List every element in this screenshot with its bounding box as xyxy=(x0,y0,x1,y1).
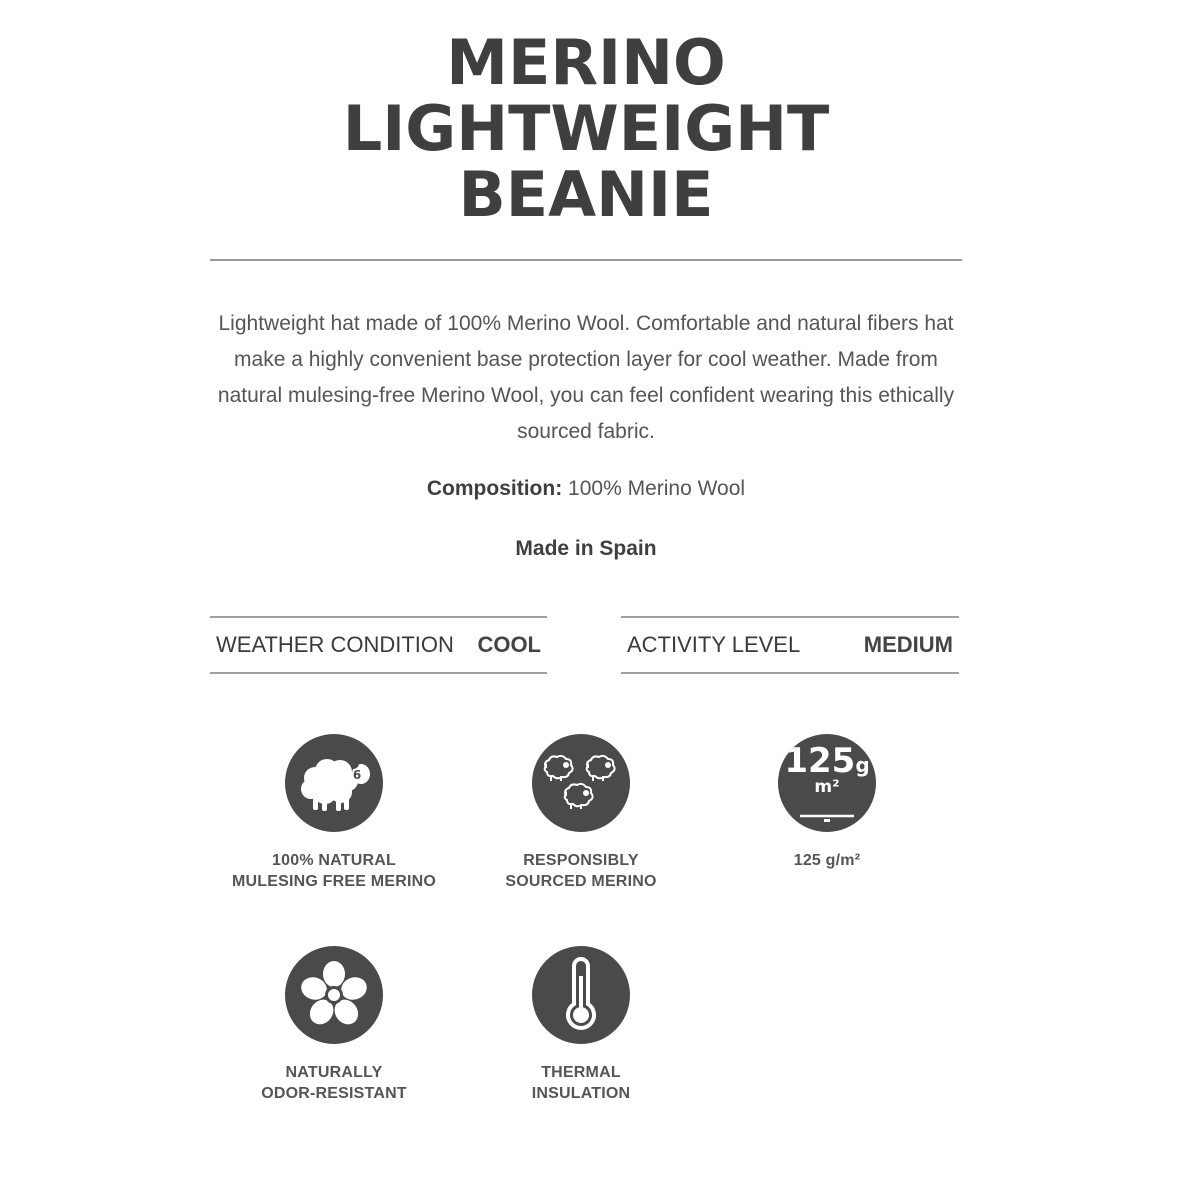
feature-responsibly-sourced xyxy=(451,734,711,892)
activity-level-value: MEDIUM xyxy=(863,632,953,657)
product-description: Lightweight hat made of 100% Merino Wool. Comfortable and natural fibers hat make a highly convenient base protection layer for cool weather. Made from natural mulesing-free Merino Wool, you can feel confident wearing this ethically sourced fabric. xyxy=(217,312,955,443)
sheep-icon xyxy=(285,734,383,832)
title-line-3: BEANIE xyxy=(458,158,714,231)
feature-sourced-label xyxy=(451,850,711,892)
sheep-flock-icon xyxy=(532,734,630,832)
weight-per-area: m² xyxy=(814,777,840,797)
feature-fabric-weight xyxy=(697,734,957,871)
feature-thermal-line-1: THERMAL xyxy=(541,1064,621,1081)
flower-icon xyxy=(285,946,383,1044)
feature-natural-line-2: MULESING FREE MERINO xyxy=(231,873,436,890)
weather-condition-spec xyxy=(210,616,547,674)
feature-odor-label xyxy=(204,1062,464,1104)
weather-condition-label: WEATHER CONDITION xyxy=(216,632,454,657)
composition-line xyxy=(0,477,1172,501)
feature-odor-line-1: NATURALLY xyxy=(285,1064,383,1081)
feature-thermal-line-2: INSULATION xyxy=(531,1085,631,1102)
composition-value: 100% Merino Wool xyxy=(568,477,746,500)
activity-level-label: ACTIVITY LEVEL xyxy=(627,632,801,657)
feature-weight-label xyxy=(697,850,957,871)
feature-natural-merino xyxy=(204,734,464,892)
feature-thermal-label xyxy=(451,1062,711,1104)
feature-natural-label xyxy=(204,850,464,892)
feature-weight-line-1: 125 g/m² xyxy=(793,852,861,869)
weight-number: 125 xyxy=(784,741,856,781)
feature-sourced-line-1: RESPONSIBLY xyxy=(523,852,639,869)
feature-thermal-insulation xyxy=(451,946,711,1104)
feature-odor-line-2: ODOR-RESISTANT xyxy=(261,1085,407,1102)
thermometer-icon xyxy=(532,946,630,1044)
title-line-1: MERINO xyxy=(446,26,726,99)
weather-condition-value: COOL xyxy=(477,632,541,657)
activity-level-spec xyxy=(621,616,959,674)
feature-odor-resistant xyxy=(204,946,464,1104)
made-in-label: Made in Spain xyxy=(515,537,657,560)
fabric-weight-readout xyxy=(778,742,876,796)
feature-sourced-line-2: SOURCED MERINO xyxy=(505,873,657,890)
title-divider xyxy=(210,259,962,261)
fabric-weight-icon xyxy=(778,734,876,832)
product-title xyxy=(0,26,1172,231)
title-line-2: LIGHTWEIGHT xyxy=(342,92,830,165)
composition-label: Composition: xyxy=(426,477,563,500)
weight-unit: g xyxy=(855,753,870,777)
svg-text:6: 6 xyxy=(352,768,362,782)
feature-natural-line-1: 100% NATURAL xyxy=(272,852,396,869)
